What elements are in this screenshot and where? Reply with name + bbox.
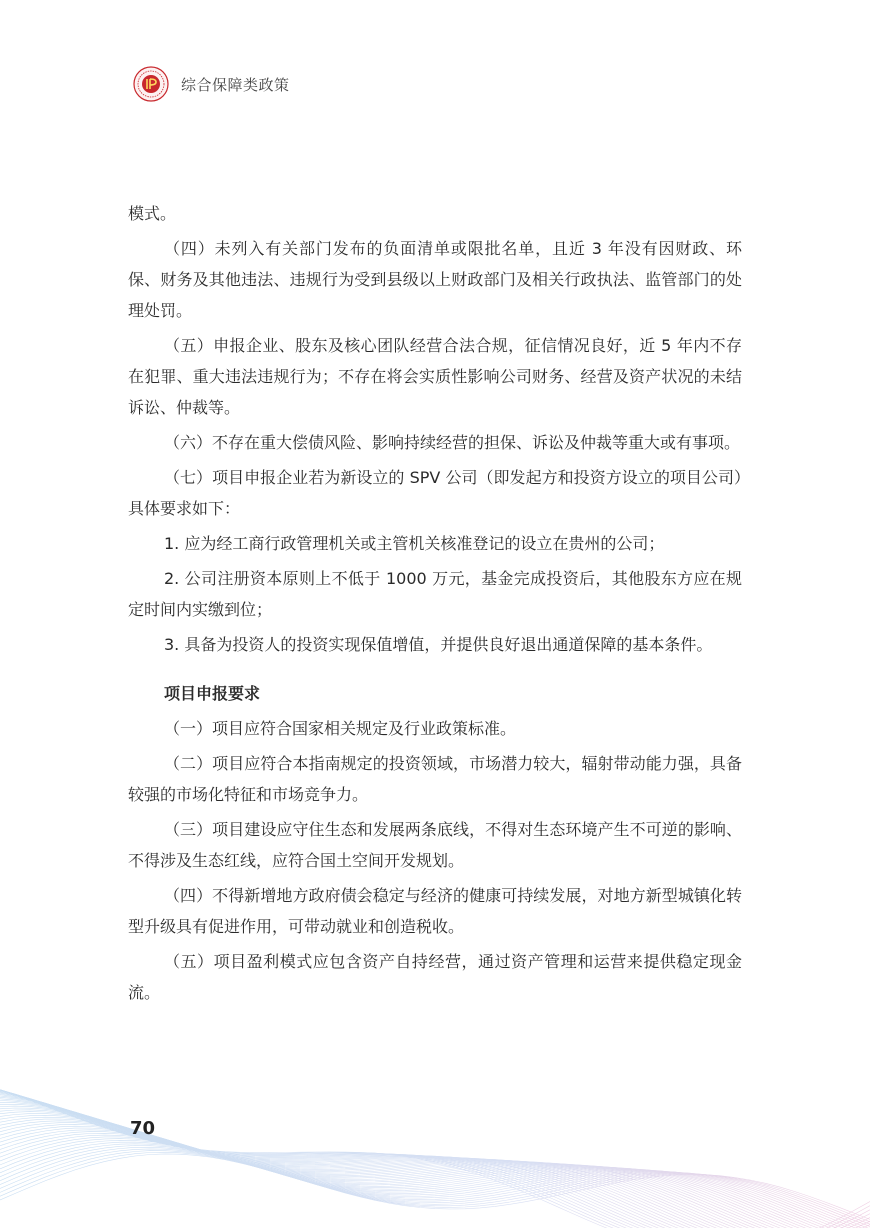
paragraph-continuation: 模式。 [128,204,177,223]
wave-line [0,1151,870,1225]
page-number: 70 [130,1118,156,1139]
paragraph-item-7: （七）项目申报企业若为新设立的 SPV 公司（即发起方和投资方设立的项目公司）具体要求如下： [128,468,742,518]
paragraph-item-5: （五）申报企业、股东及核心团队经营合法合规，征信情况良好，近 5 年内不存在犯罪、重大违法违规行为；不存在将会实质性影响公司财务、经营及资产状况的未结诉讼、仲裁等。 [128,336,742,417]
section-heading: 项目申报要求 [164,684,261,703]
requirement-item-4: （四）不得新增地方政府债会稳定与经济的健康可持续发展，对地方新型城镇化转型升级具有促进作用，可带动就业和创造税收。 [128,886,742,936]
wave-line [0,1124,870,1228]
paragraph-subitem-2: 2. 公司注册资本原则上不低于 1000 万元，基金完成投资后，其他股东方应在规定时间内实缴到位； [128,569,742,619]
header-title: 综合保障类政策 [181,75,290,94]
requirement-item-1: （一）项目应符合国家相关规定及行业政策标准。 [164,719,517,738]
document-body [128,198,742,1012]
wave-line [0,1142,870,1228]
paragraph-item-6: （六）不存在重大偿债风险、影响持续经营的担保、诉讼及仲裁等重大或有事项。 [164,433,741,452]
requirement-item-3: （三）项目建设应守住生态和发展两条底线，不得对生态环境产生不可逆的影响、不得涉及生态红线，应符合国土空间开发规划。 [128,820,742,870]
page-header [133,64,290,104]
requirement-item-5: （五）项目盈利模式应包含资产自持经营，通过资产管理和运营来提供稳定现金流。 [128,952,742,1002]
paragraph-subitem-1: 1. 应为经工商行政管理机关或主管机关核准登记的设立在贵州的公司； [164,534,665,553]
paragraph-subitem-3: 3. 具备为投资人的投资实现保值增值，并提供良好退出通道保障的基本条件。 [164,635,713,654]
requirement-item-2: （二）项目应符合本指南规定的投资领域，市场潜力较大，辐射带动能力强，具备较强的市场化特征和市场竞争力。 [128,754,742,804]
organization-seal-icon [133,66,169,102]
paragraph-item-4: （四）未列入有关部门发布的负面清单或限批名单，且近 3 年没有因财政、环保、财务及其他违法、违规行为受到县级以上财政部门及相关行政执法、监管部门的处理处罚。 [128,239,742,320]
